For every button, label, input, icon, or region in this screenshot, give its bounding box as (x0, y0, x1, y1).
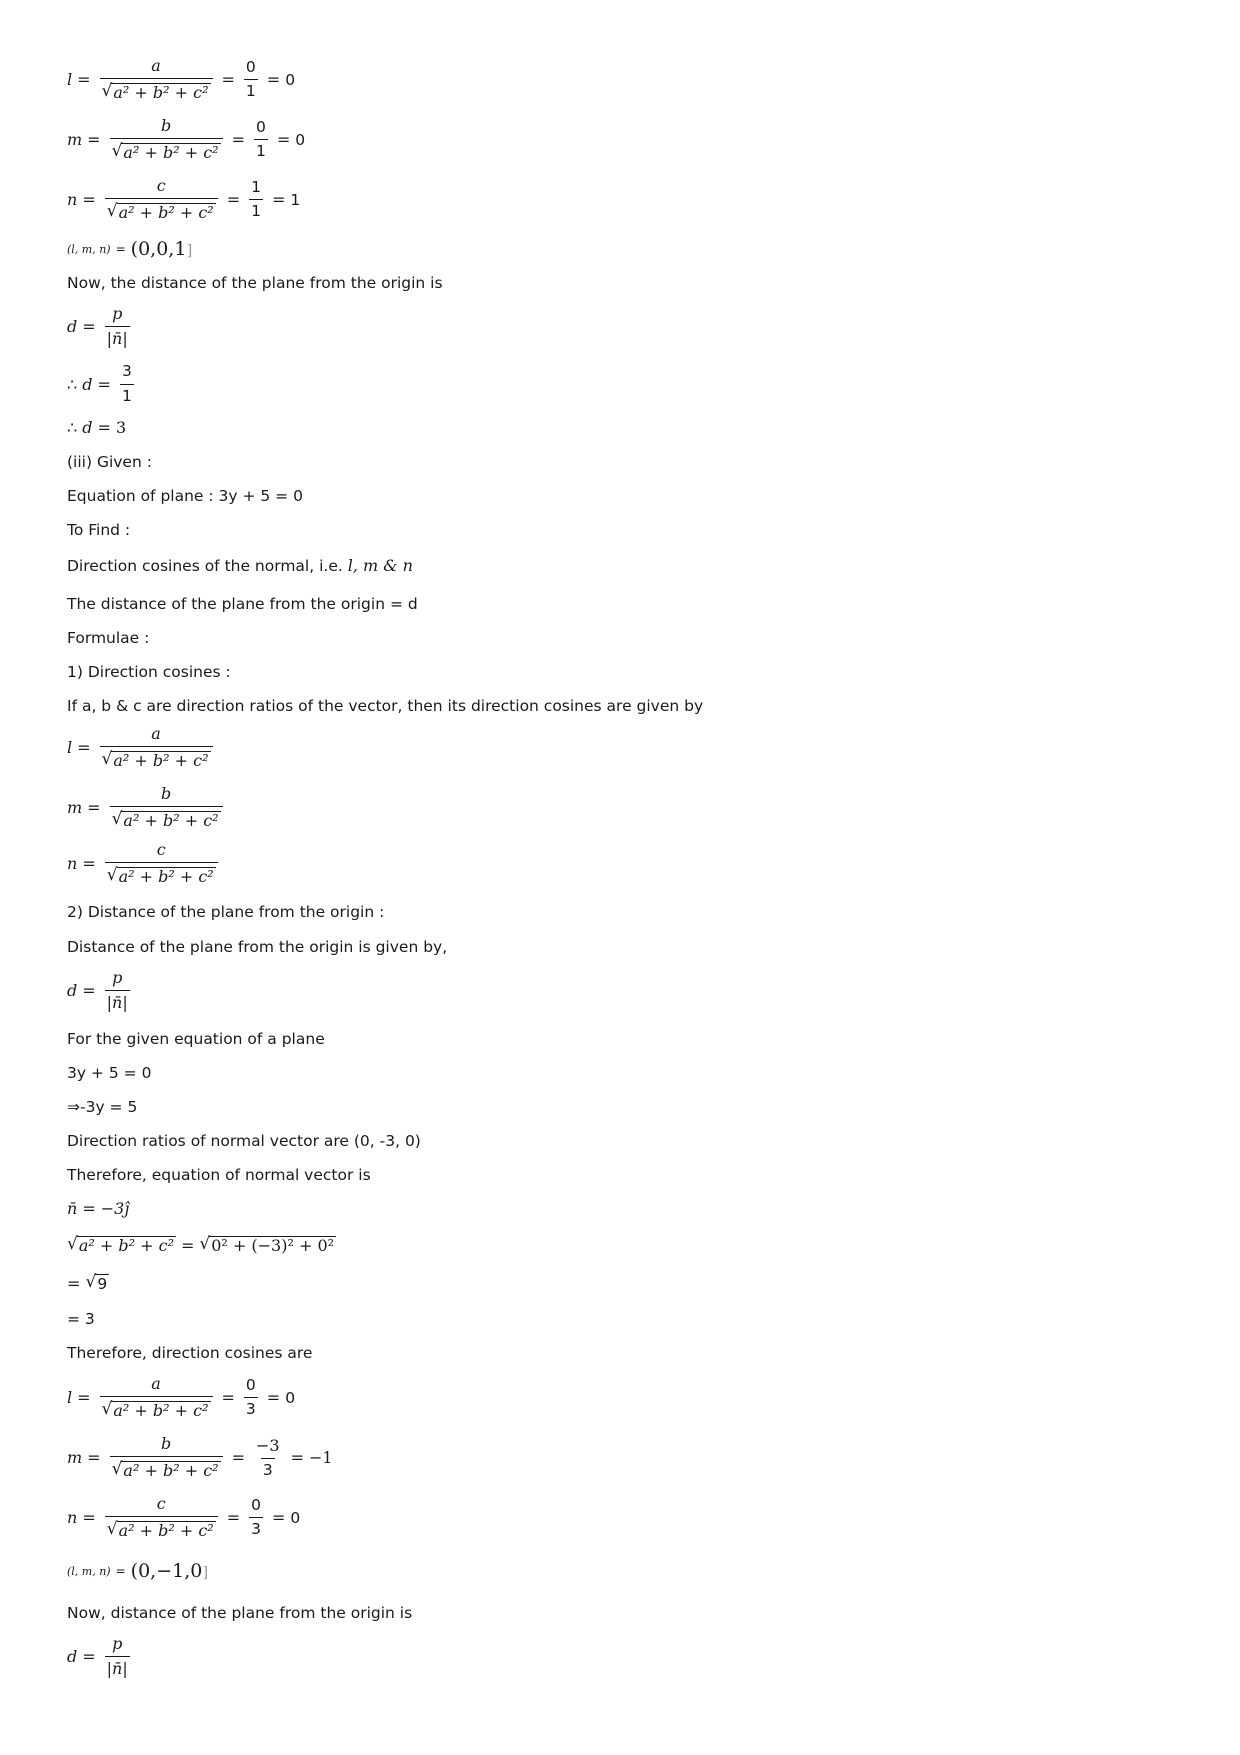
normal-vector-text: Therefore, equation of normal vector is (67, 1166, 371, 1184)
formula-l: l = a √ a² + b² + c² (67, 726, 217, 770)
equation-n: n = c √ a² + b² + c² = $\frac{1}{1}$ = 1 (67, 176, 301, 222)
part3-to-find: To Find : (67, 521, 131, 539)
part3-equation: Equation of plane : 3y + 5 = 0 (67, 487, 303, 505)
equation-step-1: 3y + 5 = 0 (67, 1064, 152, 1082)
normal-vector-equation: n̄ = −3ĵ (67, 1199, 130, 1218)
distance-formula: d = $\frac{p}{|n̄|}$ (67, 304, 128, 348)
formula2-text: Distance of the plane from the origin is given by, (67, 938, 448, 956)
formula2-distance: d = $\frac{p}{|n̄|}$ (67, 968, 128, 1012)
formula1-title: 1) Direction cosines : (67, 663, 231, 681)
direction-ratios-text: Direction ratios of normal vector are (0, -3, 0) (67, 1132, 421, 1150)
part3-dir-cos-text: Direction cosines of the normal, i.e. l, m & n (67, 556, 413, 575)
magnitude-equation: √ a² + b² + c² = √ 0² + (−3)² + 0² (67, 1234, 335, 1256)
formula1-text: If a, b & c are direction ratios of the vector, then its direction cosines are given by (67, 697, 704, 715)
final-distance-formula: d = $\frac{p}{|n̄|}$ (67, 1634, 128, 1678)
part3-formulae: Formulae : (67, 629, 150, 647)
result-l: l = a √ a² + b² + c² = $\frac{0}{3}$ = 0 (67, 1374, 296, 1420)
equation-m: m = b √ a² + b² + c² = $\frac{0}{1}$ = 0 (67, 116, 306, 162)
distance-text: Now, the distance of the plane from the origin is (67, 274, 443, 292)
final-distance-text: Now, distance of the plane from the origin is (67, 1604, 413, 1622)
distance-result: ∴ d = 3 (67, 418, 127, 437)
formula2-title: 2) Distance of the plane from the origin : (67, 903, 385, 921)
formula-m: m = b √ a² + b² + c² (67, 786, 227, 830)
sqrt-nine: = √ 9 (67, 1272, 108, 1294)
part3-distance-text: The distance of the plane from the origin = d (67, 595, 418, 613)
equation-l: l = a √ a² + b² + c² = $\frac{0}{1}$ = 0 (67, 56, 296, 102)
distance-substitution: ∴ d = $\frac{3}{1}$ (67, 362, 132, 405)
part3-given: (iii) Given : (67, 453, 152, 471)
result-n: n = c √ a² + b² + c² = $\frac{0}{3}$ = 0 (67, 1494, 301, 1540)
given-equation-text: For the given equation of a plane (67, 1030, 325, 1048)
direction-cosines-tuple: (l, m, n) = (0,0,1] (67, 238, 193, 260)
equation-step-2: ⇒-3y = 5 (67, 1098, 138, 1116)
equation-step-3: = 3 (67, 1310, 95, 1328)
direction-cosines-text: Therefore, direction cosines are (67, 1344, 313, 1362)
result-tuple: (l, m, n) = (0,−1,0] (67, 1560, 209, 1582)
formula-n: n = c √ a² + b² + c² (67, 842, 222, 886)
result-m: m = b √ a² + b² + c² = $\frac{-3}{3}$ = −1 (67, 1434, 333, 1480)
